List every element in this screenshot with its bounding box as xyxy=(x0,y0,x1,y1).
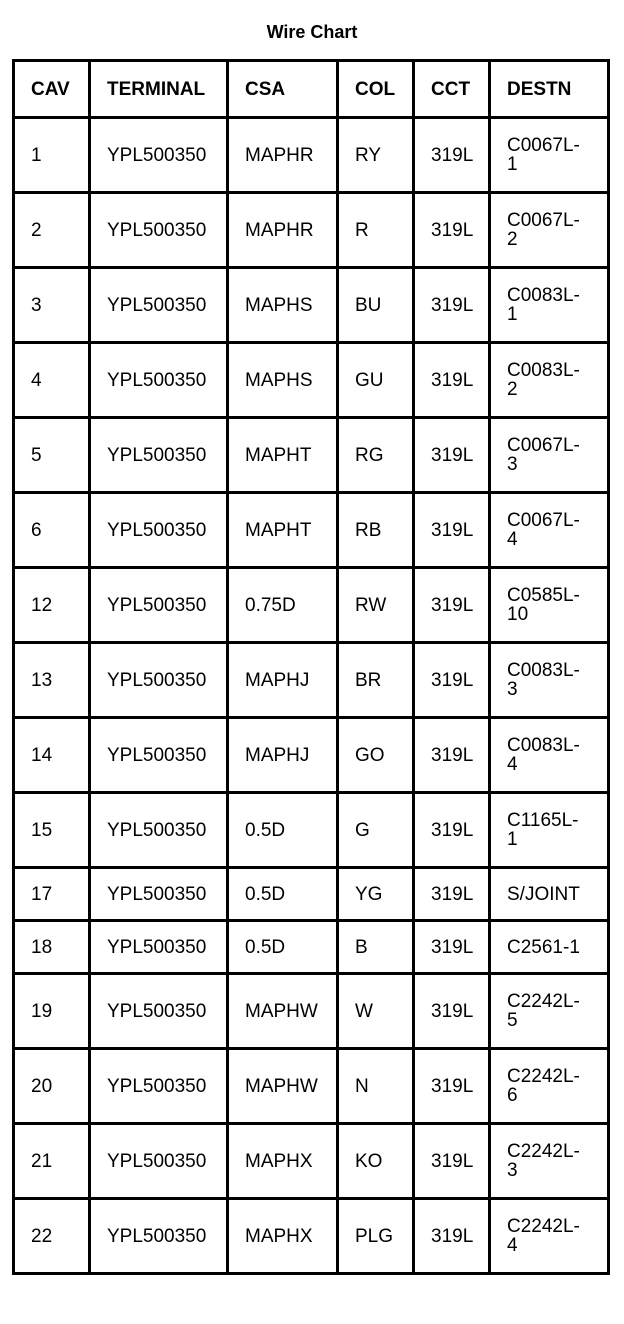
cell-destn: C0067L- 1 xyxy=(490,118,609,193)
cell-cav: 3 xyxy=(14,268,90,343)
cell-cav: 20 xyxy=(14,1049,90,1124)
cell-terminal: YPL500350 xyxy=(90,493,228,568)
cell-csa: MAPHX xyxy=(228,1124,338,1199)
cell-cav: 6 xyxy=(14,493,90,568)
cell-terminal: YPL500350 xyxy=(90,643,228,718)
cell-col: RG xyxy=(338,418,414,493)
cell-terminal: YPL500350 xyxy=(90,718,228,793)
cell-cav: 19 xyxy=(14,974,90,1049)
cell-csa: MAPHS xyxy=(228,343,338,418)
table-row xyxy=(14,493,609,568)
cell-destn: C0067L- 4 xyxy=(490,493,609,568)
cell-cct: 319L xyxy=(414,568,490,643)
table-row xyxy=(14,268,609,343)
cell-col: PLG xyxy=(338,1199,414,1274)
cell-cav: 4 xyxy=(14,343,90,418)
cell-cav: 12 xyxy=(14,568,90,643)
column-header-csa: CSA xyxy=(228,61,338,118)
table-row xyxy=(14,1124,609,1199)
table-row xyxy=(14,568,609,643)
cell-col: KO xyxy=(338,1124,414,1199)
cell-col: RY xyxy=(338,118,414,193)
column-header-cav: CAV xyxy=(14,61,90,118)
cell-csa: MAPHJ xyxy=(228,718,338,793)
cell-destn: C2242L- 4 xyxy=(490,1199,609,1274)
cell-csa: MAPHS xyxy=(228,268,338,343)
cell-csa: MAPHT xyxy=(228,493,338,568)
cell-cav: 13 xyxy=(14,643,90,718)
cell-destn: C0083L- 4 xyxy=(490,718,609,793)
cell-csa: MAPHT xyxy=(228,418,338,493)
cell-col: BR xyxy=(338,643,414,718)
cell-csa: MAPHW xyxy=(228,974,338,1049)
cell-cct: 319L xyxy=(414,1199,490,1274)
cell-cav: 17 xyxy=(14,868,90,921)
column-header-col: COL xyxy=(338,61,414,118)
cell-col: R xyxy=(338,193,414,268)
cell-csa: MAPHX xyxy=(228,1199,338,1274)
cell-col: GO xyxy=(338,718,414,793)
table-row xyxy=(14,1049,609,1124)
cell-destn: C0083L- 3 xyxy=(490,643,609,718)
cell-terminal: YPL500350 xyxy=(90,1124,228,1199)
cell-csa: MAPHJ xyxy=(228,643,338,718)
cell-cct: 319L xyxy=(414,118,490,193)
cell-destn: C0083L- 1 xyxy=(490,268,609,343)
cell-destn: C0083L- 2 xyxy=(490,343,609,418)
cell-csa: MAPHW xyxy=(228,1049,338,1124)
cell-destn: S/JOINT xyxy=(490,868,609,921)
cell-destn: C2242L- 5 xyxy=(490,974,609,1049)
cell-terminal: YPL500350 xyxy=(90,268,228,343)
page-title: Wire Chart xyxy=(266,22,358,42)
table-row xyxy=(14,343,609,418)
cell-terminal: YPL500350 xyxy=(90,793,228,868)
cell-cct: 319L xyxy=(414,921,490,974)
column-header-cct: CCT xyxy=(414,61,490,118)
cell-terminal: YPL500350 xyxy=(90,418,228,493)
cell-csa: 0.5D xyxy=(228,921,338,974)
cell-cct: 319L xyxy=(414,493,490,568)
cell-cav: 21 xyxy=(14,1124,90,1199)
cell-col: BU xyxy=(338,268,414,343)
cell-terminal: YPL500350 xyxy=(90,974,228,1049)
table-row xyxy=(14,868,609,921)
cell-cav: 5 xyxy=(14,418,90,493)
cell-destn: C0585L- 10 xyxy=(490,568,609,643)
cell-destn: C0067L- 2 xyxy=(490,193,609,268)
cell-cct: 319L xyxy=(414,1124,490,1199)
cell-col: RB xyxy=(338,493,414,568)
cell-col: N xyxy=(338,1049,414,1124)
cell-destn: C1165L- 1 xyxy=(490,793,609,868)
cell-cct: 319L xyxy=(414,643,490,718)
cell-cct: 319L xyxy=(414,718,490,793)
cell-cav: 2 xyxy=(14,193,90,268)
cell-col: W xyxy=(338,974,414,1049)
cell-terminal: YPL500350 xyxy=(90,118,228,193)
cell-terminal: YPL500350 xyxy=(90,193,228,268)
cell-cct: 319L xyxy=(414,974,490,1049)
table-row xyxy=(14,1199,609,1274)
cell-col: RW xyxy=(338,568,414,643)
table-row xyxy=(14,643,609,718)
wire-chart-table xyxy=(12,59,610,1275)
cell-terminal: YPL500350 xyxy=(90,921,228,974)
cell-cav: 14 xyxy=(14,718,90,793)
table-row xyxy=(14,193,609,268)
cell-destn: C2242L- 3 xyxy=(490,1124,609,1199)
cell-terminal: YPL500350 xyxy=(90,1199,228,1274)
cell-csa: 0.75D xyxy=(228,568,338,643)
table-row xyxy=(14,793,609,868)
table-row xyxy=(14,974,609,1049)
cell-cav: 1 xyxy=(14,118,90,193)
cell-cav: 18 xyxy=(14,921,90,974)
cell-cct: 319L xyxy=(414,1049,490,1124)
cell-destn: C2561-1 xyxy=(490,921,609,974)
cell-cct: 319L xyxy=(414,793,490,868)
cell-cav: 15 xyxy=(14,793,90,868)
cell-terminal: YPL500350 xyxy=(90,343,228,418)
cell-terminal: YPL500350 xyxy=(90,568,228,643)
cell-cct: 319L xyxy=(414,868,490,921)
column-header-destn: DESTN xyxy=(490,61,609,118)
table-row xyxy=(14,418,609,493)
cell-cct: 319L xyxy=(414,268,490,343)
cell-cct: 319L xyxy=(414,193,490,268)
cell-csa: 0.5D xyxy=(228,868,338,921)
cell-destn: C0067L- 3 xyxy=(490,418,609,493)
header-row xyxy=(14,61,609,118)
column-header-terminal: TERMINAL xyxy=(90,61,228,118)
cell-cav: 22 xyxy=(14,1199,90,1274)
cell-cct: 319L xyxy=(414,343,490,418)
table-row xyxy=(14,718,609,793)
cell-col: YG xyxy=(338,868,414,921)
cell-csa: MAPHR xyxy=(228,118,338,193)
cell-terminal: YPL500350 xyxy=(90,1049,228,1124)
table-row xyxy=(14,921,609,974)
cell-col: B xyxy=(338,921,414,974)
cell-destn: C2242L- 6 xyxy=(490,1049,609,1124)
cell-csa: 0.5D xyxy=(228,793,338,868)
cell-col: G xyxy=(338,793,414,868)
table-row xyxy=(14,118,609,193)
cell-cct: 319L xyxy=(414,418,490,493)
cell-terminal: YPL500350 xyxy=(90,868,228,921)
cell-csa: MAPHR xyxy=(228,193,338,268)
cell-col: GU xyxy=(338,343,414,418)
